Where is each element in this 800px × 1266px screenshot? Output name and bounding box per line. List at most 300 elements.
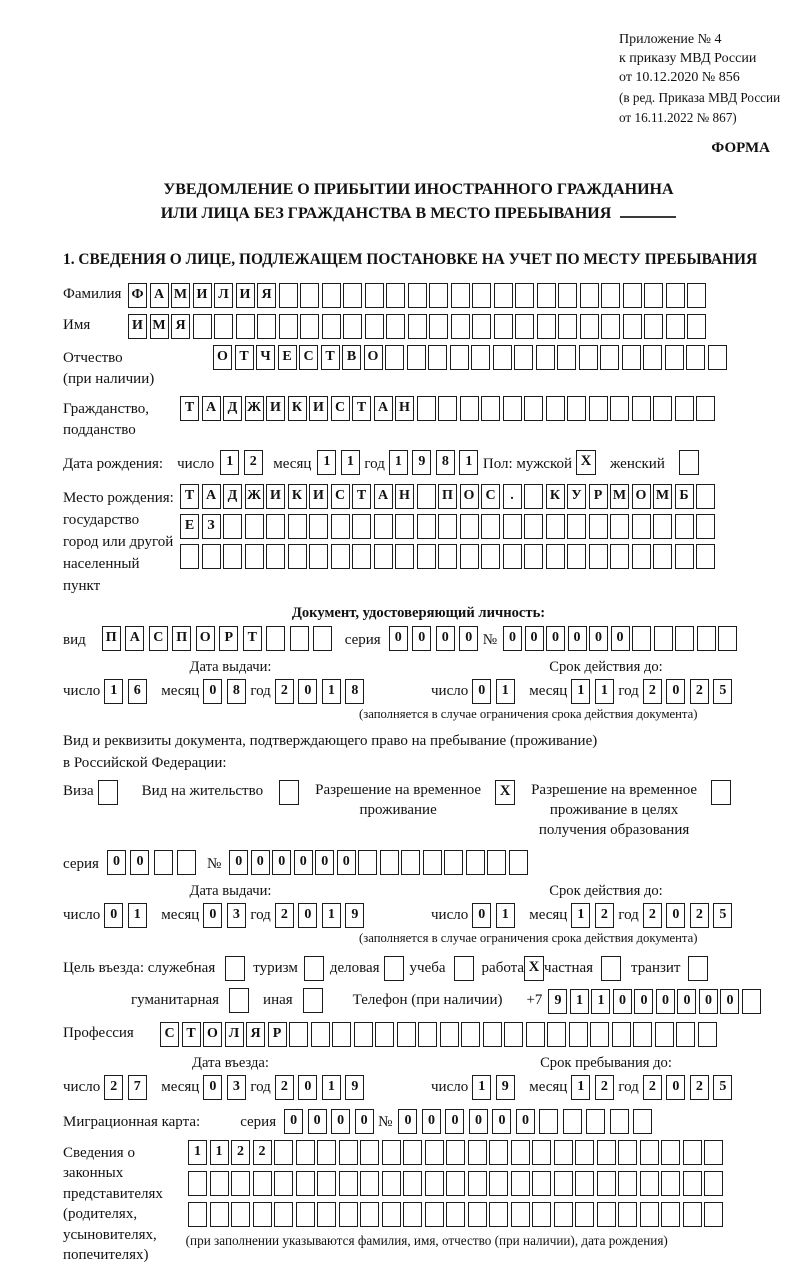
year-label: год (364, 455, 385, 472)
char-cell (558, 314, 577, 339)
char-cell: 5 (713, 903, 732, 928)
char-cell (489, 1202, 508, 1227)
char-cell (644, 283, 663, 308)
char-cell (675, 396, 694, 421)
char-cell (601, 283, 620, 308)
purpose-transit-label: транзит (631, 960, 681, 977)
month-label: месяц (273, 455, 312, 472)
char-cell (177, 850, 196, 875)
char-cell: 0 (677, 989, 696, 1014)
char-cell: 0 (503, 626, 522, 651)
char-cell (511, 1140, 530, 1165)
char-cell (481, 396, 500, 421)
char-cell (666, 314, 685, 339)
day-label: число (431, 907, 469, 924)
gender-male-checkbox: X (576, 450, 596, 475)
char-cell (696, 396, 715, 421)
legal-representatives-cells (185, 1140, 726, 1249)
char-cell (440, 1022, 459, 1047)
char-cell (511, 1171, 530, 1196)
char-cell: 0 (516, 1109, 535, 1134)
char-cell: Л (214, 283, 233, 308)
char-cell (309, 514, 328, 539)
char-cell (466, 850, 485, 875)
char-cell (180, 544, 199, 569)
valid-month-cells (571, 679, 618, 704)
char-cell: 1 (104, 679, 123, 704)
char-cell: 0 (412, 626, 431, 651)
char-cell (385, 345, 404, 370)
char-cell (653, 544, 672, 569)
char-cell (444, 850, 463, 875)
char-cell (509, 850, 528, 875)
birth-date-row (63, 450, 774, 475)
char-cell (290, 626, 309, 651)
day-label: число (431, 1078, 469, 1095)
char-cell: И (266, 484, 285, 509)
char-cell: 0 (331, 1109, 350, 1134)
char-cell (365, 283, 384, 308)
legal-representatives-label-line: законных (63, 1165, 124, 1182)
char-cell (633, 1022, 652, 1047)
char-cell (343, 283, 362, 308)
char-cell (417, 544, 436, 569)
char-cell (245, 514, 264, 539)
char-cell (332, 1022, 351, 1047)
patronymic-label-line: Отчество (63, 350, 123, 367)
char-cell (354, 1022, 373, 1047)
char-cell: И (266, 396, 285, 421)
char-cell (698, 1022, 717, 1047)
char-cell: 1 (571, 679, 590, 704)
char-cell (257, 314, 276, 339)
char-cell: Т (243, 626, 262, 651)
char-cell: Р (589, 484, 608, 509)
char-cell (643, 345, 662, 370)
char-cell: 0 (308, 1109, 327, 1134)
char-cell (202, 544, 221, 569)
section1-heading: 1. СВЕДЕНИЯ О ЛИЦЕ, ПОДЛЕЖАЩЕМ ПОСТАНОВКЕ НА УЧЕТ ПО МЕСТУ ПРЕБЫВАНИЯ (63, 251, 758, 268)
permit-valid-line (431, 903, 781, 928)
appendix-header (619, 30, 781, 127)
char-cell: Р (268, 1022, 287, 1047)
issue-date-line (63, 679, 398, 704)
edu-permit-checkbox (711, 780, 731, 805)
valid-day-cells (472, 679, 519, 704)
char-cell: А (125, 626, 144, 651)
permit-issue-line (63, 903, 398, 928)
birth-place-label-line: населенный пункт (63, 556, 140, 595)
char-cell: 0 (472, 679, 491, 704)
char-cell (397, 1022, 416, 1047)
char-cell (331, 514, 350, 539)
purpose-humanitarian-label: гуманитарная (131, 992, 220, 1009)
purpose-private-label: частная (544, 960, 594, 977)
char-cell (403, 1171, 422, 1196)
char-cell: 1 (389, 450, 408, 475)
char-cell (696, 484, 715, 509)
char-cell: 0 (666, 1075, 685, 1100)
char-cell (296, 1171, 315, 1196)
month-label: месяц (529, 1078, 568, 1095)
char-cell: О (632, 484, 651, 509)
char-cell (618, 1171, 637, 1196)
char-cell (296, 1202, 315, 1227)
surname-row (63, 283, 774, 308)
citizenship-label-line: Гражданство, (63, 401, 150, 418)
residence-doc-intro-line2: в Российской Федерации: (63, 755, 227, 772)
char-cell: К (288, 484, 307, 509)
permit-valid-note: (заполняется в случае ограничения срока действия документа) (359, 931, 698, 946)
char-cell: 9 (548, 989, 567, 1014)
char-cell: Б (675, 484, 694, 509)
legal-representatives-label-line: Сведения о (63, 1144, 135, 1161)
series-label: серия (344, 631, 381, 648)
visit-purpose-row2 (131, 988, 774, 1013)
citizenship-row (63, 396, 774, 441)
char-cell: В (342, 345, 361, 370)
char-cell (374, 544, 393, 569)
doc-number-cells (503, 626, 740, 651)
char-cell (446, 1140, 465, 1165)
char-cell (418, 1022, 437, 1047)
profession-row (63, 1022, 774, 1047)
char-cell (279, 283, 298, 308)
char-cell: К (288, 396, 307, 421)
char-cell: 9 (345, 1075, 364, 1100)
char-cell (632, 514, 651, 539)
char-cell: 1 (188, 1140, 207, 1165)
char-cell (494, 283, 513, 308)
char-cell (718, 626, 737, 651)
month-label: месяц (529, 683, 568, 700)
series-label: серия (240, 1114, 277, 1131)
char-cell: 3 (227, 1075, 246, 1100)
char-cell (154, 850, 173, 875)
char-cell: Т (321, 345, 340, 370)
birth-place-label (63, 484, 180, 597)
char-cell (343, 314, 362, 339)
char-cell (214, 314, 233, 339)
month-label: месяц (161, 1078, 200, 1095)
edu-permit-label-line: проживание в целях (549, 802, 679, 819)
year-label: год (250, 1078, 271, 1095)
char-cell (313, 626, 332, 651)
char-cell: 9 (412, 450, 431, 475)
char-cell (653, 514, 672, 539)
char-cell: С (160, 1022, 179, 1047)
char-cell (515, 283, 534, 308)
char-cell: А (374, 396, 393, 421)
char-cell (331, 544, 350, 569)
day-label: число (63, 1078, 101, 1095)
char-cell (589, 544, 608, 569)
char-cell: 0 (656, 989, 675, 1014)
char-cell (708, 345, 727, 370)
char-cell: 0 (203, 679, 222, 704)
char-cell (417, 396, 436, 421)
valid-year-cells (643, 679, 737, 704)
char-cell (610, 514, 629, 539)
purpose-business-checkbox (384, 956, 404, 981)
char-cell: А (374, 484, 393, 509)
char-cell (632, 544, 651, 569)
char-cell (438, 396, 457, 421)
char-cell (504, 1022, 523, 1047)
temp-permit-label-line: проживание (359, 802, 437, 819)
purpose-humanitarian-checkbox (229, 988, 249, 1013)
char-cell: 0 (398, 1109, 417, 1134)
char-cell (532, 1171, 551, 1196)
char-cell (253, 1202, 272, 1227)
char-cell: С (299, 345, 318, 370)
char-cell: 0 (104, 903, 123, 928)
number-label: № (482, 631, 497, 648)
char-cell (231, 1202, 250, 1227)
char-cell (589, 514, 608, 539)
char-cell: Я (246, 1022, 265, 1047)
char-cell (567, 544, 586, 569)
char-cell (580, 314, 599, 339)
char-cell: Н (395, 396, 414, 421)
char-cell (487, 850, 506, 875)
birth-place-row3 (180, 544, 718, 569)
migration-card-label: Миграционная карта: (63, 1114, 201, 1131)
char-cell (632, 396, 651, 421)
char-cell (382, 1202, 401, 1227)
permit-valid-year-cells (643, 903, 737, 928)
permit-issue-day-cells (104, 903, 151, 928)
char-cell (296, 1140, 315, 1165)
char-cell: 7 (128, 1075, 147, 1100)
char-cell (317, 1202, 336, 1227)
char-cell (537, 314, 556, 339)
char-cell (655, 1022, 674, 1047)
char-cell (468, 1140, 487, 1165)
char-cell: 0 (107, 850, 126, 875)
issue-year-cells (275, 679, 369, 704)
char-cell (537, 283, 556, 308)
birth-year-cells (389, 450, 483, 475)
residence-permit-options (63, 780, 774, 840)
char-cell (597, 1140, 616, 1165)
char-cell: 1 (459, 450, 478, 475)
permit-valid-group (359, 883, 781, 946)
char-cell (640, 1140, 659, 1165)
entry-year-cells (275, 1075, 369, 1100)
char-cell: О (460, 484, 479, 509)
permit-number-cells (229, 850, 530, 875)
purpose-official-checkbox (225, 956, 245, 981)
char-cell: 0 (699, 989, 718, 1014)
title-underline (620, 205, 676, 218)
char-cell (425, 1171, 444, 1196)
char-cell (661, 1171, 680, 1196)
patronymic-label-line: (при наличии) (63, 371, 155, 388)
appendix-line: к приказу МВД России (619, 51, 757, 66)
birth-place-row2 (180, 514, 718, 539)
char-cell (661, 1140, 680, 1165)
char-cell (223, 514, 242, 539)
char-cell (546, 396, 565, 421)
char-cell (524, 484, 543, 509)
char-cell (408, 283, 427, 308)
char-cell (395, 514, 414, 539)
char-cell (558, 283, 577, 308)
legal-representatives-row1 (188, 1140, 726, 1165)
char-cell: 0 (666, 679, 685, 704)
char-cell: Т (180, 396, 199, 421)
char-cell: 2 (643, 1075, 662, 1100)
char-cell (438, 544, 457, 569)
legal-representatives-row2 (188, 1171, 726, 1196)
char-cell (266, 626, 285, 651)
char-cell (686, 345, 705, 370)
char-cell (300, 283, 319, 308)
char-cell (683, 1171, 702, 1196)
phone-cells (548, 988, 763, 1013)
char-cell (446, 1202, 465, 1227)
char-cell (380, 850, 399, 875)
valid-date-line (431, 679, 781, 704)
char-cell (365, 314, 384, 339)
char-cell: Т (352, 396, 371, 421)
series-label: серия (63, 855, 99, 872)
char-cell (586, 1109, 605, 1134)
char-cell (557, 345, 576, 370)
char-cell (696, 514, 715, 539)
char-cell: 1 (496, 903, 515, 928)
char-cell (610, 1109, 629, 1134)
surname-cells (128, 283, 709, 308)
char-cell: 9 (496, 1075, 515, 1100)
char-cell (622, 345, 641, 370)
char-cell (569, 1022, 588, 1047)
char-cell (532, 1140, 551, 1165)
char-cell (675, 514, 694, 539)
char-cell (288, 514, 307, 539)
stay-until-heading: Срок пребывания до: (540, 1054, 672, 1071)
char-cell (450, 345, 469, 370)
char-cell (386, 314, 405, 339)
month-label: месяц (529, 907, 568, 924)
char-cell: 0 (613, 989, 632, 1014)
char-cell: 1 (128, 903, 147, 928)
char-cell (279, 314, 298, 339)
char-cell (644, 314, 663, 339)
char-cell: Ф (128, 283, 147, 308)
gender-male-label: Пол: мужской (482, 455, 573, 472)
permit-issue-year-cells (275, 903, 369, 928)
residence-permit-checkbox (279, 780, 299, 805)
char-cell: 8 (345, 679, 364, 704)
char-cell (567, 396, 586, 421)
char-cell: Д (223, 484, 242, 509)
purpose-work-checkbox: X (524, 956, 544, 981)
permit-series-cells (107, 850, 201, 875)
char-cell: М (150, 314, 169, 339)
citizenship-cells (180, 396, 718, 421)
char-cell: 0 (298, 1075, 317, 1100)
temp-permit-checkbox: X (495, 780, 515, 805)
char-cell (575, 1140, 594, 1165)
purpose-private-checkbox (601, 956, 621, 981)
char-cell (511, 1202, 530, 1227)
char-cell (289, 1022, 308, 1047)
char-cell (640, 1171, 659, 1196)
legal-representatives-label-line: усыновителях, (63, 1226, 157, 1243)
char-cell (494, 314, 513, 339)
char-cell: А (202, 484, 221, 509)
identity-doc-heading: Документ, удостоверяющий личность: (291, 605, 546, 622)
entry-month-cells (203, 1075, 250, 1100)
valid-date-heading: Срок действия до: (549, 659, 663, 676)
legal-representatives-label-line: попечителях) (63, 1247, 149, 1264)
char-cell: 0 (389, 626, 408, 651)
char-cell (590, 1022, 609, 1047)
char-cell: 0 (251, 850, 270, 875)
char-cell (471, 345, 490, 370)
appendix-line: от 10.12.2020 № 856 (619, 70, 740, 85)
char-cell: С (331, 396, 350, 421)
char-cell (360, 1171, 379, 1196)
char-cell: П (172, 626, 191, 651)
char-cell (665, 345, 684, 370)
migration-series-cells (284, 1109, 378, 1134)
patronymic-row (63, 345, 774, 390)
char-cell (623, 314, 642, 339)
doc-kind-label: вид (63, 631, 86, 648)
char-cell: А (150, 283, 169, 308)
char-cell (407, 345, 426, 370)
purpose-study-checkbox (454, 956, 474, 981)
gender-female-checkbox (679, 450, 699, 475)
char-cell (451, 283, 470, 308)
temp-permit-label (315, 780, 481, 820)
char-cell (567, 514, 586, 539)
char-cell (300, 314, 319, 339)
char-cell: 0 (469, 1109, 488, 1134)
char-cell (375, 1022, 394, 1047)
char-cell: Я (171, 314, 190, 339)
identity-doc-row (63, 626, 774, 651)
valid-date-group (359, 659, 781, 722)
stay-until-group (431, 1055, 781, 1100)
char-cell: 0 (298, 679, 317, 704)
char-cell (704, 1140, 723, 1165)
char-cell (623, 283, 642, 308)
purpose-business-label: деловая (329, 960, 380, 977)
char-cell (374, 514, 393, 539)
char-cell: С (149, 626, 168, 651)
number-label: № (206, 855, 222, 872)
char-cell (460, 544, 479, 569)
stay-until-line (431, 1075, 781, 1100)
char-cell: 1 (496, 679, 515, 704)
char-cell: 0 (445, 1109, 464, 1134)
char-cell: Ж (245, 484, 264, 509)
char-cell (451, 314, 470, 339)
birth-place-block (63, 484, 774, 597)
char-cell (601, 314, 620, 339)
char-cell: 1 (317, 450, 336, 475)
char-cell: 0 (203, 903, 222, 928)
char-cell (597, 1171, 616, 1196)
issue-month-cells (203, 679, 250, 704)
char-cell: 8 (227, 679, 246, 704)
char-cell: 1 (210, 1140, 229, 1165)
char-cell: 0 (546, 626, 565, 651)
